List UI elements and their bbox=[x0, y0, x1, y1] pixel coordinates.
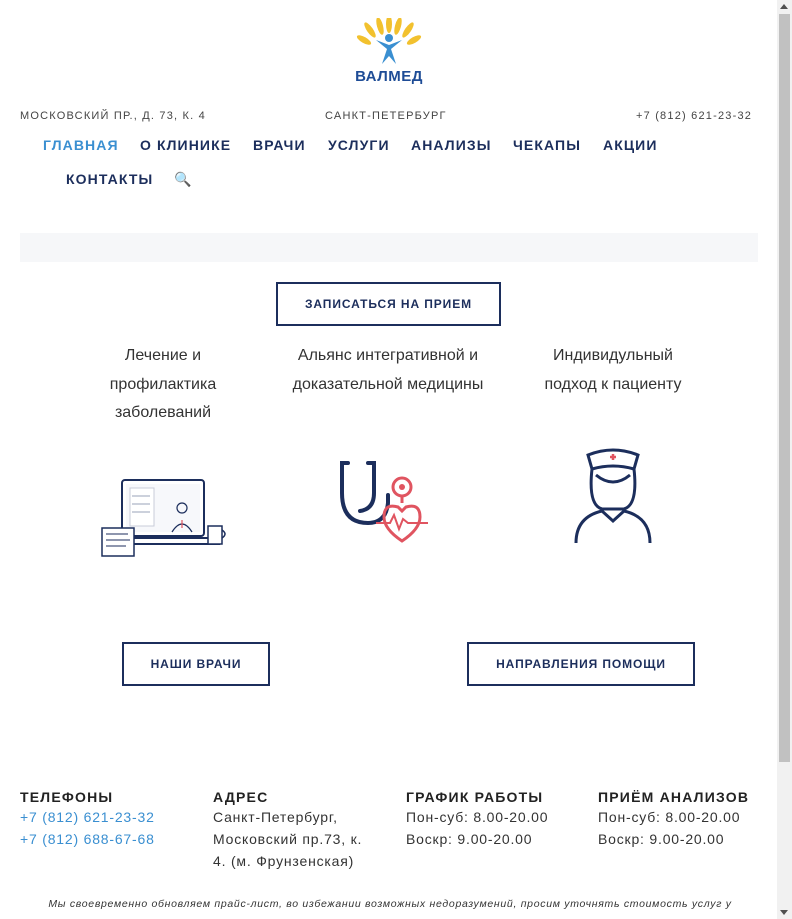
nav-item-analyses[interactable]: АНАЛИЗЫ bbox=[411, 137, 492, 153]
footer-schedule-line: Пон-суб: 8.00-20.00 bbox=[406, 809, 549, 825]
feature-text-line: Лечение и bbox=[124, 347, 202, 364]
logo[interactable] bbox=[350, 18, 428, 88]
feature-text-line: подход к пациенту bbox=[544, 375, 682, 393]
scroll-down-icon[interactable] bbox=[780, 910, 788, 915]
feature-text-line: заболеваний bbox=[114, 404, 212, 421]
footer-analyses-line: Пон-суб: 8.00-20.00 bbox=[598, 809, 741, 825]
laptop-doctor-icon bbox=[92, 470, 237, 562]
nav-item-checkups[interactable]: ЧЕКАПЫ bbox=[513, 137, 582, 153]
book-appointment-button[interactable]: ЗАПИСАТЬСЯ НА ПРИЕМ bbox=[276, 282, 501, 326]
nav-item-about[interactable]: О КЛИНИКЕ bbox=[140, 137, 232, 153]
feature-treatment bbox=[88, 342, 238, 428]
banner-strip bbox=[20, 233, 758, 262]
feature-text-line: Индивидульный bbox=[553, 347, 673, 364]
footer-phone-link[interactable]: +7 (812) 621-23-32 bbox=[20, 809, 155, 825]
scrollbar-thumb[interactable] bbox=[779, 14, 790, 762]
feature-text-line: Альянс интегративной и bbox=[297, 347, 479, 364]
nav-item-promotions[interactable]: АКЦИИ bbox=[603, 137, 658, 153]
nav-item-services[interactable]: УСЛУГИ bbox=[328, 137, 390, 153]
page-scrollbar[interactable] bbox=[777, 0, 792, 919]
our-doctors-button[interactable]: НАШИ ВРАЧИ bbox=[122, 642, 270, 686]
footer-phones-title: ТЕЛЕФОНЫ bbox=[20, 789, 114, 805]
feature-alliance bbox=[278, 342, 498, 399]
footer-phone-link[interactable]: +7 (812) 688-67-68 bbox=[20, 831, 155, 847]
scroll-up-icon[interactable] bbox=[780, 4, 788, 9]
footer-analyses bbox=[598, 788, 773, 850]
footer-schedule-title: ГРАФИК РАБОТЫ bbox=[406, 789, 544, 805]
nurse-icon bbox=[568, 445, 658, 545]
feature-individual bbox=[538, 342, 688, 399]
footer-analyses-title: ПРИЁМ АНАЛИЗОВ bbox=[598, 789, 750, 805]
nav-item-home[interactable]: ГЛАВНАЯ bbox=[43, 137, 119, 153]
search-icon[interactable]: 🔍 bbox=[174, 171, 192, 187]
footer-address-line: 4. (м. Фрунзенская) bbox=[213, 853, 355, 869]
header-address: МОСКОВСКИЙ ПР., Д. 73, К. 4 bbox=[20, 110, 206, 122]
nav-item-contacts[interactable]: КОНТАКТЫ bbox=[66, 171, 154, 187]
nav-item-doctors[interactable]: ВРАЧИ bbox=[253, 137, 306, 153]
help-directions-button[interactable]: НАПРАВЛЕНИЯ ПОМОЩИ bbox=[467, 642, 695, 686]
footer-address-line: Санкт-Петербург, bbox=[213, 809, 338, 825]
stethoscope-heart-icon bbox=[330, 455, 435, 547]
footer-address-title: АДРЕС bbox=[213, 789, 269, 805]
header-phone[interactable]: +7 (812) 621-23-32 bbox=[636, 110, 753, 122]
footer-schedule-line: Воскр: 9.00-20.00 bbox=[406, 831, 533, 847]
footer-address bbox=[213, 788, 388, 872]
feature-text-line: профилактика bbox=[109, 375, 217, 393]
footer-analyses-line: Воскр: 9.00-20.00 bbox=[598, 831, 725, 847]
footer-phones bbox=[20, 788, 200, 850]
footer-schedule bbox=[406, 788, 581, 850]
price-disclaimer: Мы своевременно обновляем прайс-лист, во избежании возможных недоразумений, просим уточнять стоимость услуг у bbox=[48, 898, 732, 910]
logo-figure-icon bbox=[350, 18, 428, 68]
logo-text: ВАЛМЕД bbox=[355, 68, 423, 85]
footer-address-line: Московский пр.73, к. bbox=[213, 831, 363, 847]
header-city: САНКТ-ПЕТЕРБУРГ bbox=[325, 110, 447, 122]
feature-text-line: доказательной медицины bbox=[292, 375, 484, 393]
